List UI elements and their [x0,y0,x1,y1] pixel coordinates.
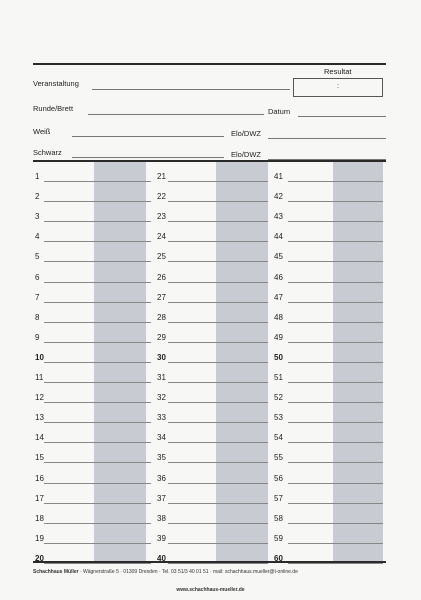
move-entry-line[interactable] [44,201,151,202]
move-entry-line[interactable] [44,462,151,463]
move-entry-line[interactable] [168,201,268,202]
move-entry-line[interactable] [44,382,151,383]
move-entry-line[interactable] [168,261,268,262]
move-number: 18 [35,513,44,523]
move-entry-line[interactable] [44,503,151,504]
move-entry-line[interactable] [288,563,383,564]
move-entry-line[interactable] [168,342,268,343]
move-entry-line[interactable] [44,442,151,443]
move-entry-line[interactable] [44,402,151,403]
move-number: 3 [35,212,40,222]
move-entry-line[interactable] [168,442,268,443]
move-entry-line[interactable] [44,302,151,303]
result-label: Resultat [324,67,352,76]
move-entry-line[interactable] [44,483,151,484]
move-number: 36 [157,473,166,483]
move-number: 39 [157,533,166,543]
move-entry-line[interactable] [288,422,383,423]
white-label: Weiß [33,127,51,136]
move-number: 32 [157,393,166,403]
move-number: 53 [274,413,283,423]
move-entry-line[interactable] [288,362,383,363]
move-number: 22 [157,192,166,202]
move-entry-line[interactable] [288,261,383,262]
white-rating-label: Elo/DWZ [231,129,261,138]
date-line[interactable] [298,116,386,117]
footer-address: · Wägnerstraße 5 · 01309 Dresden · Tel. 03 51/3 40 01 51 · mail: schachhaus.mueller@t-online.de [78,569,298,575]
move-number: 41 [274,172,283,181]
white-line[interactable] [72,136,224,137]
move-number: 1 [35,172,40,181]
round-label: Runde/Brett [33,104,74,113]
move-number: 49 [274,332,283,342]
move-entry-line[interactable] [168,382,268,383]
move-entry-line[interactable] [44,282,151,283]
move-entry-line[interactable] [168,302,268,303]
move-entry-line[interactable] [44,241,151,242]
move-entry-line[interactable] [168,543,268,544]
footer-company: Schachhaus Müller [33,569,79,575]
move-entry-line[interactable] [288,282,383,283]
white-rating-line[interactable] [268,138,386,139]
move-number: 28 [157,312,166,322]
move-entry-line[interactable] [168,282,268,283]
move-number: 16 [35,473,44,483]
move-number: 34 [157,433,166,443]
move-number: 20 [35,553,44,563]
move-entry-line[interactable] [44,342,151,343]
result-box[interactable] [293,78,383,97]
footer-divider [33,561,386,563]
move-entry-line[interactable] [168,503,268,504]
move-number: 27 [157,292,166,302]
move-entry-line[interactable] [288,442,383,443]
move-entry-line[interactable] [168,181,268,182]
event-label: Veranstaltung [33,79,79,88]
black-line[interactable] [72,157,224,158]
move-number: 4 [35,232,40,242]
move-entry-line[interactable] [44,221,151,222]
move-number: 46 [274,272,283,282]
move-number: 6 [35,272,40,282]
move-number: 12 [35,393,44,403]
move-number: 44 [274,232,283,242]
move-entry-line[interactable] [44,362,151,363]
move-number: 51 [274,373,283,382]
move-entry-line[interactable] [288,402,383,403]
move-number: 47 [274,292,283,302]
move-number: 8 [35,312,40,322]
move-entry-line[interactable] [288,382,383,383]
black-rating-label: Elo/DWZ [231,150,261,159]
move-entry-line[interactable] [288,241,383,242]
move-number: 2 [35,192,40,202]
move-number: 50 [274,352,283,362]
move-number: 33 [157,413,166,423]
black-label: Schwarz [33,148,62,157]
move-number: 31 [157,373,166,382]
move-entry-line[interactable] [288,322,383,323]
event-line[interactable] [92,89,290,90]
move-entry-line[interactable] [288,543,383,544]
move-number: 15 [35,453,44,463]
move-entry-line[interactable] [288,181,383,182]
move-number: 40 [157,553,166,563]
move-entry-line[interactable] [44,261,151,262]
move-number: 48 [274,312,283,322]
move-entry-line[interactable] [288,221,383,222]
move-number: 7 [35,292,40,302]
move-number: 45 [274,252,283,262]
move-entry-line[interactable] [168,462,268,463]
move-entry-line[interactable] [168,241,268,242]
move-entry-line[interactable] [288,342,383,343]
move-number: 54 [274,433,283,443]
move-number: 42 [274,192,283,202]
move-number: 10 [35,352,44,362]
move-entry-line[interactable] [288,523,383,524]
round-line[interactable] [88,114,264,115]
move-entry-line[interactable] [288,462,383,463]
move-entry-line[interactable] [44,422,151,423]
move-number: 17 [35,493,44,503]
move-entry-line[interactable] [168,563,268,564]
move-entry-line[interactable] [288,201,383,202]
result-value: : [337,83,339,90]
move-entry-line[interactable] [168,322,268,323]
move-entry-line[interactable] [44,181,151,182]
footer-website: www.schachhaus-mueller.de [176,587,245,593]
move-entry-line[interactable] [44,523,151,524]
move-entry-line[interactable] [44,322,151,323]
move-entry-line[interactable] [168,402,268,403]
move-number: 59 [274,533,283,543]
move-number: 56 [274,473,283,483]
move-number: 23 [157,212,166,222]
move-number: 5 [35,252,40,262]
move-entry-line[interactable] [288,483,383,484]
move-number: 19 [35,533,44,543]
move-entry-line[interactable] [44,563,151,564]
move-entry-line[interactable] [288,302,383,303]
move-number: 11 [35,373,44,382]
move-number: 38 [157,513,166,523]
move-number: 29 [157,332,166,342]
move-entry-line[interactable] [168,221,268,222]
move-number: 43 [274,212,283,222]
move-number: 37 [157,493,166,503]
move-number: 21 [157,172,166,181]
move-number: 52 [274,393,283,403]
date-label: Datum [268,107,291,116]
move-number: 13 [35,413,44,423]
move-number: 60 [274,553,283,563]
footer-line [33,569,386,575]
move-number: 26 [157,272,166,282]
move-entry-line[interactable] [168,422,268,423]
move-number: 25 [157,252,166,262]
move-entry-line[interactable] [168,483,268,484]
move-entry-line[interactable] [168,523,268,524]
move-entry-line[interactable] [288,503,383,504]
move-number: 30 [157,352,166,362]
move-entry-line[interactable] [44,543,151,544]
move-number: 14 [35,433,44,443]
move-entry-line[interactable] [168,362,268,363]
move-number: 57 [274,493,283,503]
move-number: 35 [157,453,166,463]
top-rule [33,63,386,65]
move-number: 9 [35,332,40,342]
move-number: 58 [274,513,283,523]
move-number: 55 [274,453,283,463]
move-number: 24 [157,232,166,242]
